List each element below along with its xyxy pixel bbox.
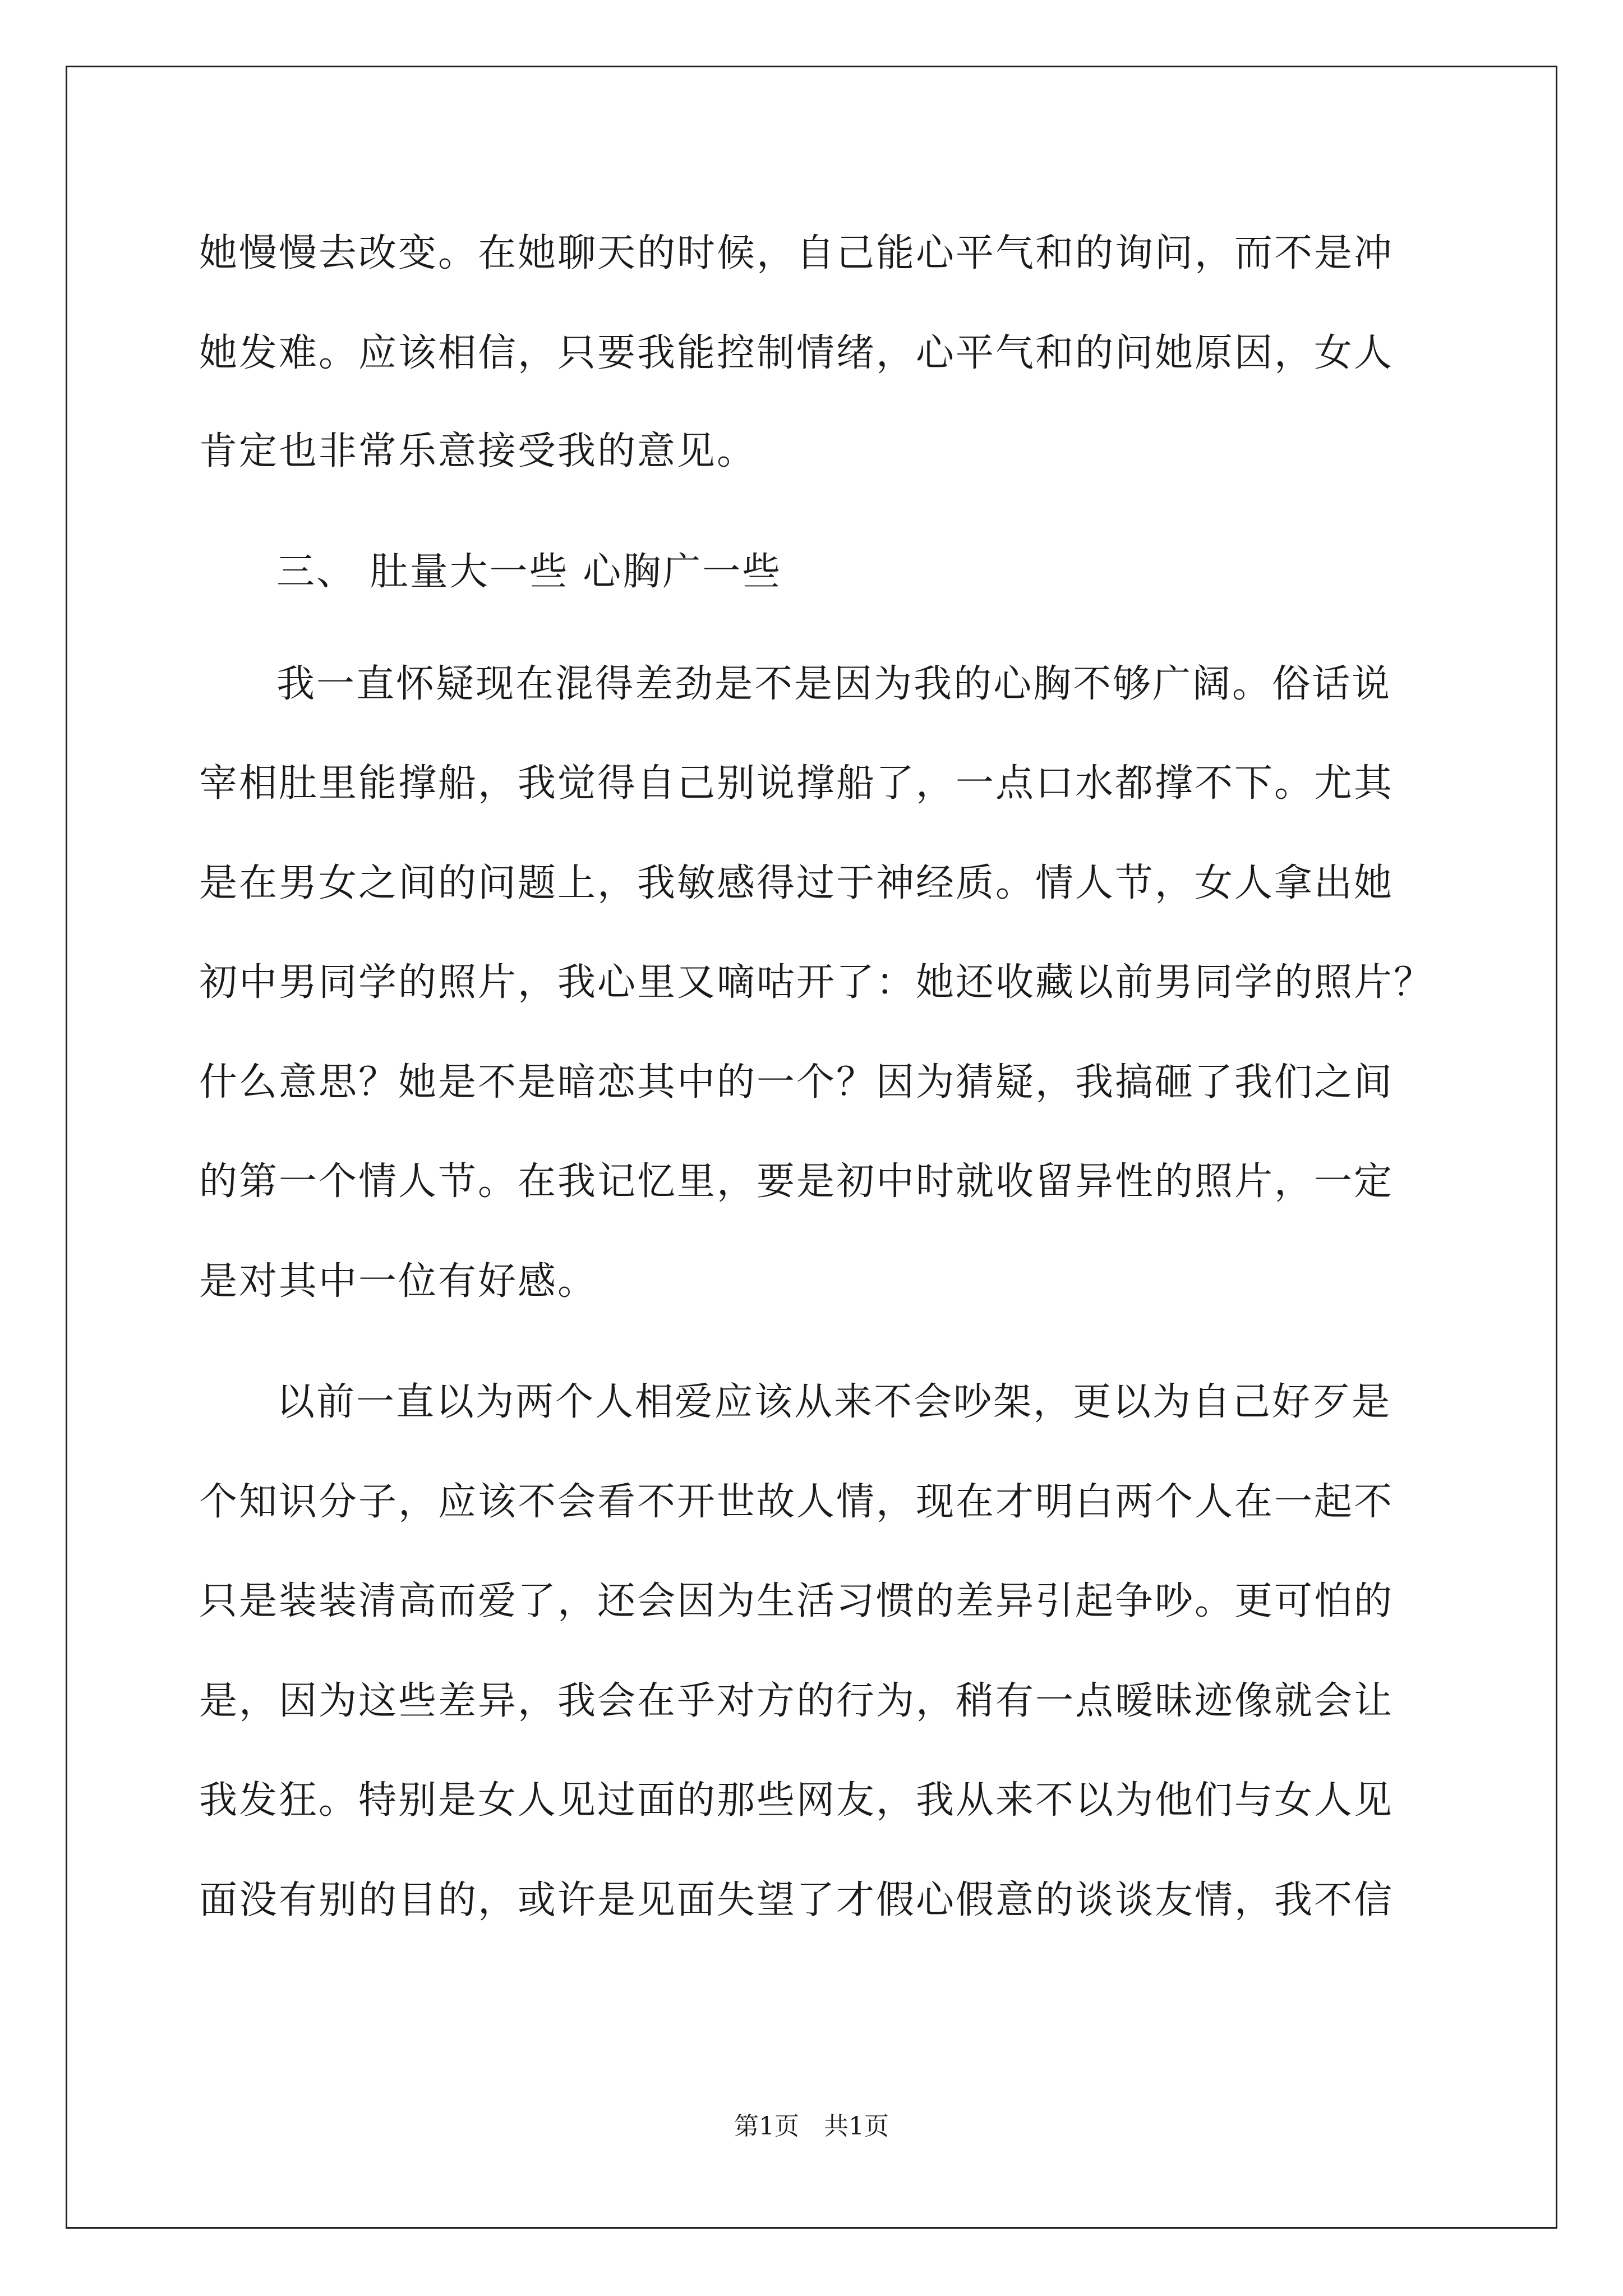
text-line: 是对其中一位有好感。	[199, 1259, 598, 1304]
text-line: 以前一直以为两个人相爱应该从来不会吵架，更以为自己好歹是	[276, 1380, 1392, 1424]
text-line: 她慢慢去改变。在她聊天的时候，自己能心平气和的询问，而不是冲	[199, 231, 1394, 275]
text-line: 我一直怀疑现在混得差劲是不是因为我的心胸不够广阔。俗话说	[276, 662, 1392, 706]
text-line: 是在男女之间的问题上，我敏感得过于神经质。情人节，女人拿出她	[199, 861, 1394, 905]
section-heading: 三、 肚量大一些 心胸广一些	[276, 550, 782, 594]
text-line: 她发难。应该相信，只要我能控制情绪，心平气和的问她原因，女人	[199, 331, 1394, 375]
text-line: 只是装装清高而爱了，还会因为生活习惯的差异引起争吵。更可怕的	[199, 1579, 1394, 1623]
text-line: 的第一个情人节。在我记忆里，要是初中时就收留异性的照片，一定	[199, 1159, 1394, 1204]
text-line: 面没有别的目的，或许是见面失望了才假心假意的谈谈友情，我不信	[199, 1878, 1394, 1922]
text-line: 个知识分子，应该不会看不开世故人情，现在才明白两个人在一起不	[199, 1480, 1394, 1524]
text-line: 我发狂。特别是女人见过面的那些网友，我从来不以为他们与女人见	[199, 1778, 1394, 1823]
text-line: 宰相肚里能撑船，我觉得自己别说撑船了，一点口水都撑不下。尤其	[199, 761, 1394, 806]
text-line: 什么意思？她是不是暗恋其中的一个？因为猜疑，我搞砸了我们之间	[199, 1060, 1394, 1105]
text-line: 肯定也非常乐意接受我的意见。	[199, 429, 757, 473]
text-line: 初中男同学的照片，我心里又嘀咕开了：她还收藏以前男同学的照片？	[199, 960, 1434, 1005]
text-line: 是，因为这些差异，我会在乎对方的行为，稍有一点暧昧迹像就会让	[199, 1679, 1394, 1723]
page-footer: 第1页 共1页	[734, 2112, 889, 2141]
